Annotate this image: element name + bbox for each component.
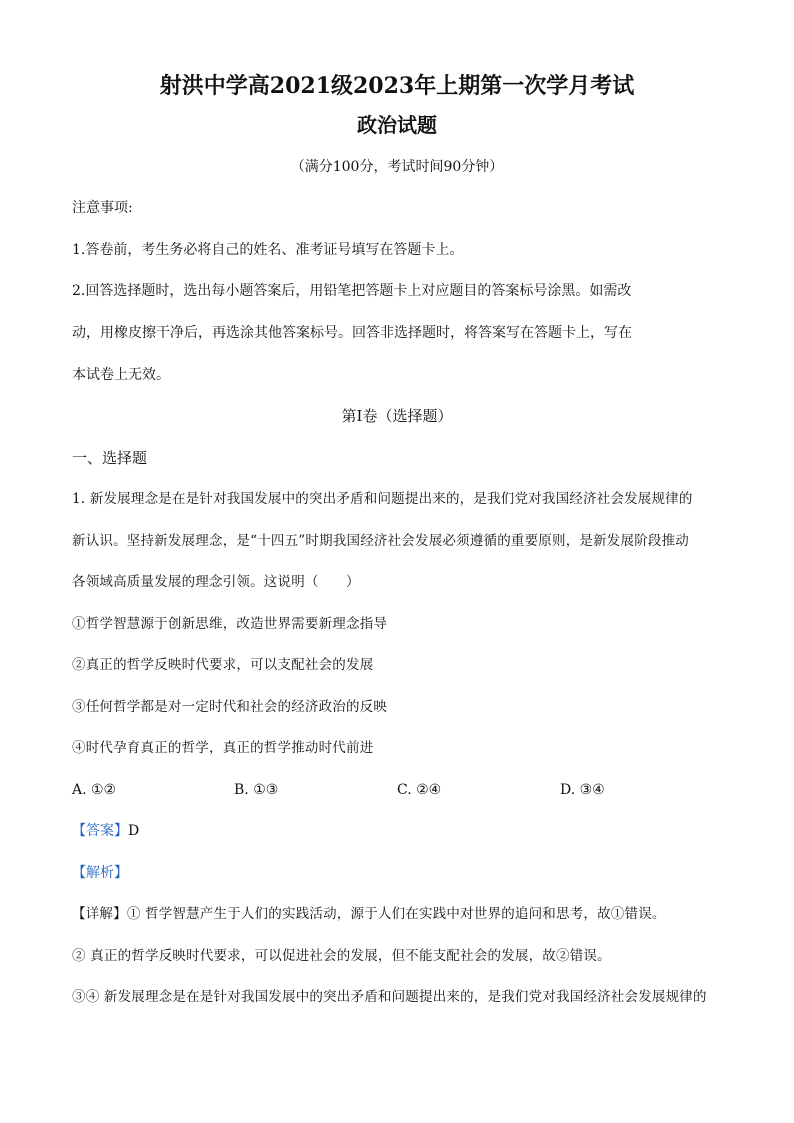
detail-line: ② 真正的哲学反映时代要求，可以促进社会的发展，但不能支配社会的发展，故②错误。 — [72, 948, 611, 964]
exam-title: 射洪中学高2021级2023年上期第一次学月考试 — [159, 73, 635, 99]
detail-label: 【详解】 — [72, 906, 127, 922]
detail-line: ③④ 新发展理念是在是针对我国发展中的突出矛盾和问题提出来的，是我们党对我国经济社会发展规律的 — [72, 989, 707, 1005]
answer-label: 【答案】 — [72, 823, 128, 839]
detail-line — [72, 904, 666, 924]
notice-heading: 注意事项: — [72, 200, 133, 216]
statement-2: ②真正的哲学反映时代要求，可以支配社会的发展 — [72, 657, 374, 673]
option-c: C. ②④ — [397, 782, 442, 798]
notice-item-2: 2.回答选择题时，选出每小题答案后，用铅笔把答题卡上对应题目的答案标号涂黑。如需改 — [72, 283, 632, 299]
option-d: D. ③④ — [560, 782, 605, 798]
section-title: 一、选择题 — [72, 449, 148, 467]
volume-title: 第I卷（选择题） — [341, 407, 453, 425]
question-stem-line: 1. 新发展理念是在是针对我国发展中的突出矛盾和问题提出来的，是我们党对我国经济社会发展规律的 — [72, 491, 693, 507]
statement-1: ①哲学智慧源于创新思维，改造世界需要新理念指导 — [72, 616, 388, 632]
question-stem-line: 各领域高质量发展的理念引领。这说明（ ） — [72, 574, 360, 590]
answer-line — [72, 821, 139, 841]
exam-info: （满分100分，考试时间90分钟） — [290, 159, 504, 175]
detail-text: ① 哲学智慧产生于人们的实践活动，源于人们在实践中对世界的追问和思考，故①错误。 — [126, 906, 666, 922]
notice-item-1: 1.答卷前，考生务必将自己的姓名、准考证号填写在答题卡上。 — [72, 242, 464, 258]
subject-title: 政治试题 — [357, 113, 437, 137]
notice-item-2-cont: 动，用橡皮擦干净后，再选涂其他答案标号。回答非选择题时，将答案写在答题卡上，写在 — [72, 325, 632, 341]
statement-3: ③任何哲学都是对一定时代和社会的经济政治的反映 — [72, 699, 388, 715]
statement-4: ④时代孕育真正的哲学，真正的哲学推动时代前进 — [72, 740, 374, 756]
notice-item-2-end: 本试卷上无效。 — [72, 367, 170, 383]
option-a: A. ①② — [72, 782, 117, 798]
question-stem-line: 新认识。坚持新发展理念，是“十四五”时期我国经济社会发展必须遵循的重要原则，是新发展阶段推动 — [72, 533, 690, 549]
analysis-label: 【解析】 — [72, 865, 128, 881]
option-b: B. ①③ — [234, 782, 279, 798]
answer-value: D — [128, 823, 140, 839]
